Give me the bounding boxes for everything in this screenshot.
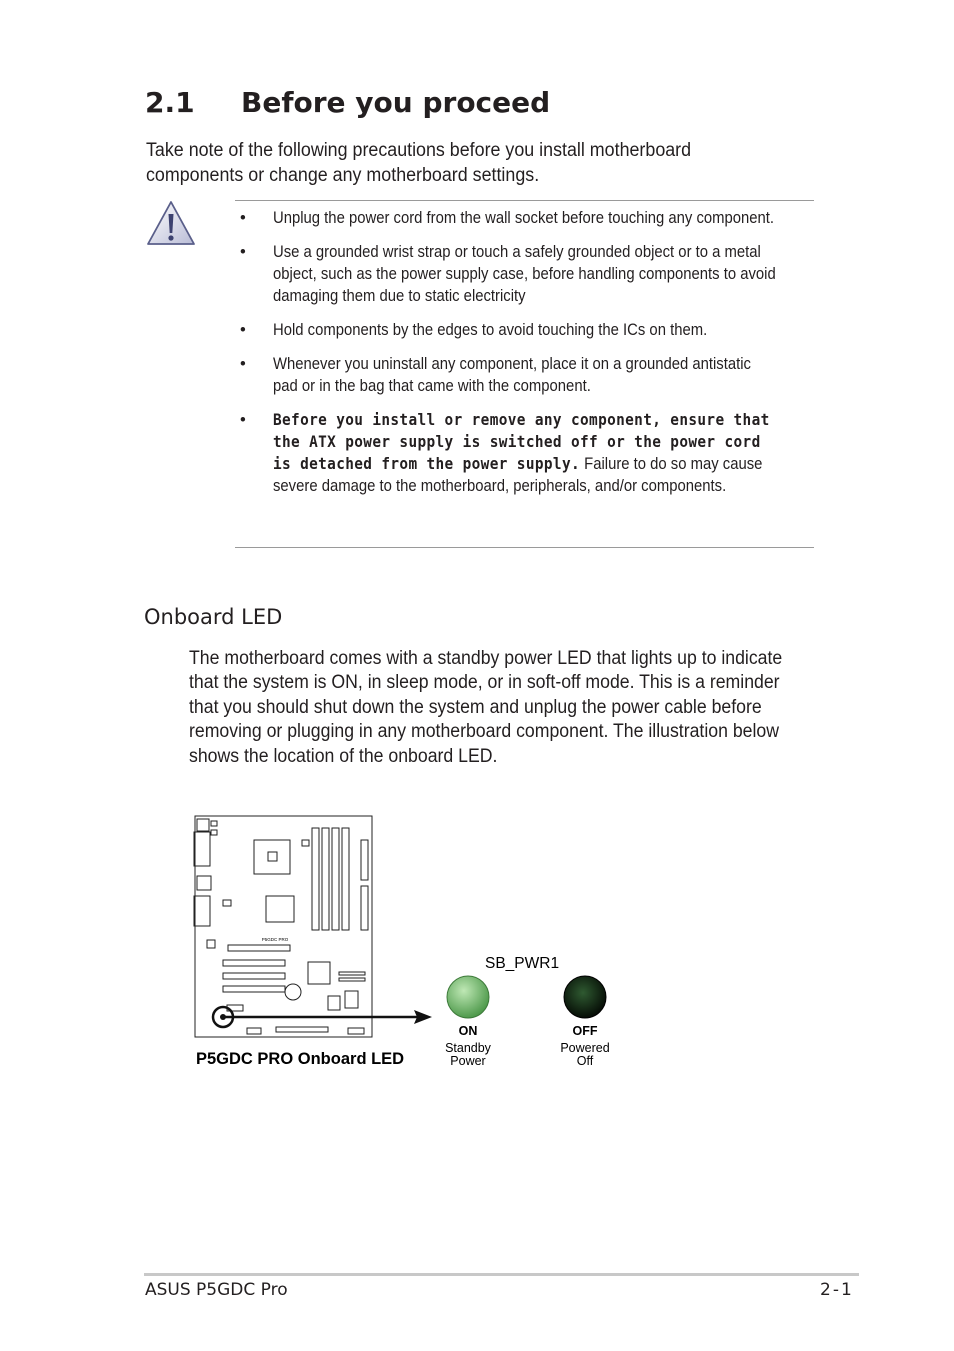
led-on-label: ON [458, 1024, 478, 1038]
led-off-indicator [564, 976, 606, 1018]
connector-label: SB_PWR1 [485, 955, 560, 972]
section-heading [145, 86, 550, 119]
precaution-item [240, 319, 822, 341]
led-off-label: OFF [572, 1024, 598, 1038]
led-on-desc-line1: Standby [445, 1041, 491, 1055]
footer-page-number: 2-1 [820, 1280, 854, 1300]
warning-top-rule [235, 200, 814, 201]
bullet-mark: • [240, 321, 246, 339]
bullet-mark: • [240, 243, 246, 261]
diagram-caption: P5GDC PRO Onboard LED [196, 1050, 405, 1068]
precaution-text: Unplug the power cord from the wall socket before touching any component. [273, 209, 775, 227]
precaution-item [240, 409, 822, 497]
precaution-item [240, 207, 822, 229]
precaution-text: Use a grounded wrist strap or touch a safely grounded object or to a metal object, such as the power supply case, before handling components to avoid damaging them due to static electricity [273, 243, 776, 305]
onboard-led-heading: Onboard LED [144, 605, 283, 629]
precaution-normal-text: Failure to do so may cause severe damage to the motherboard, peripherals, and/or components. [273, 455, 763, 495]
precaution-text [273, 409, 777, 497]
onboard-led-diagram [185, 810, 685, 1080]
precautions-list [240, 207, 822, 509]
section-number: 2.1 [145, 86, 195, 119]
led-on-indicator [447, 976, 489, 1018]
warning-triangle-icon [146, 200, 196, 248]
precaution-text: Hold components by the edges to avoid touching the ICs on them. [273, 321, 708, 339]
led-on-desc-line2: Power [450, 1054, 486, 1068]
board-model-label: P5GDC PRO [261, 937, 289, 942]
onboard-led-paragraph: The motherboard comes with a standby power LED that lights up to indicate that the system is ON, in sleep mode, or in soft-off mode. This is a reminder that you should shut down the system and unplug the power cable before removing or plugging in any motherboard component. The illustration below shows the location of the onboard LED. [189, 648, 783, 767]
led-off-desc-line2: Off [576, 1054, 594, 1068]
motherboard-outline [194, 816, 372, 1037]
precaution-item [240, 241, 822, 307]
intro-paragraph: Take note of the following precautions before you install motherboard components or change any motherboard settings. [146, 140, 692, 186]
bullet-mark: • [240, 411, 246, 429]
section-title: Before you proceed [241, 86, 551, 119]
footer-rule [144, 1273, 859, 1276]
precaution-bold-text: Before you install or remove any component, ensure that the ATX power supply is switched off or the power cord is detached from the power supply. [273, 410, 770, 473]
footer-product-name: ASUS P5GDC Pro [145, 1280, 288, 1300]
precaution-text: Whenever you uninstall any component, place it on a grounded antistatic pad or in the bag that came with the component. [273, 355, 751, 395]
bullet-mark: • [240, 209, 246, 227]
warning-bottom-rule [235, 547, 814, 548]
led-off-desc-line1: Powered [560, 1041, 610, 1055]
bullet-mark: • [240, 355, 246, 373]
precaution-item [240, 353, 822, 397]
